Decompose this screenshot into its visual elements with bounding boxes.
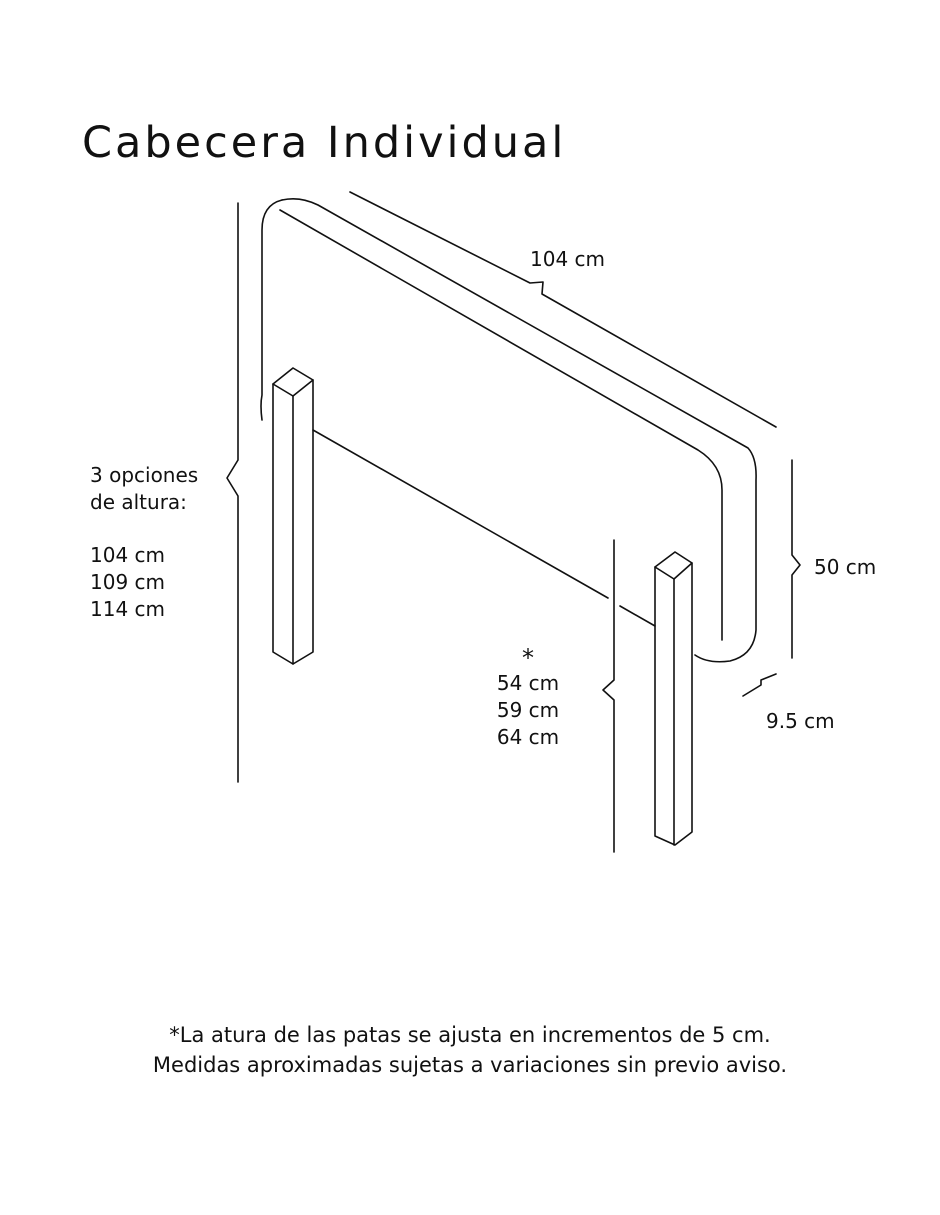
headboard-panel-outline [282,199,756,662]
total-height-option: 104 cm [90,543,166,567]
total-height-line [227,203,238,782]
footer-note-disclaimer: Medidas aproximadas sujetas a variaciones sin previo aviso. [152,1053,788,1077]
height-label: 50 cm [814,555,877,579]
headboard-bottom-edge-right [620,606,655,626]
depth-line [743,674,776,696]
footer-note-leg-adjust: *La atura de las patas se ajusta en incrementos de 5 cm. [169,1023,771,1047]
total-height-option: 114 cm [90,597,166,621]
total-height-options [90,462,198,623]
total-height-option: 109 cm [90,570,166,594]
length-line [350,192,776,427]
leg-height-line [603,540,614,852]
leg-height-marker: * [522,644,534,672]
leg-height-options [486,646,570,751]
leg-height-option: 64 cm [496,725,560,749]
total-height-label-line1: 3 opciones [90,463,199,487]
leg-height-option: 59 cm [496,698,560,722]
leg-height-option: 54 cm [496,671,560,695]
height-line [792,460,800,658]
depth-label: 9.5 cm [766,709,835,733]
page-title: Cabecera Individual [82,118,567,168]
footer-notes [0,1020,940,1080]
length-label: 104 cm [530,247,606,271]
headboard-bottom-edge [313,430,608,598]
total-height-label-line2: de altura: [90,490,187,514]
